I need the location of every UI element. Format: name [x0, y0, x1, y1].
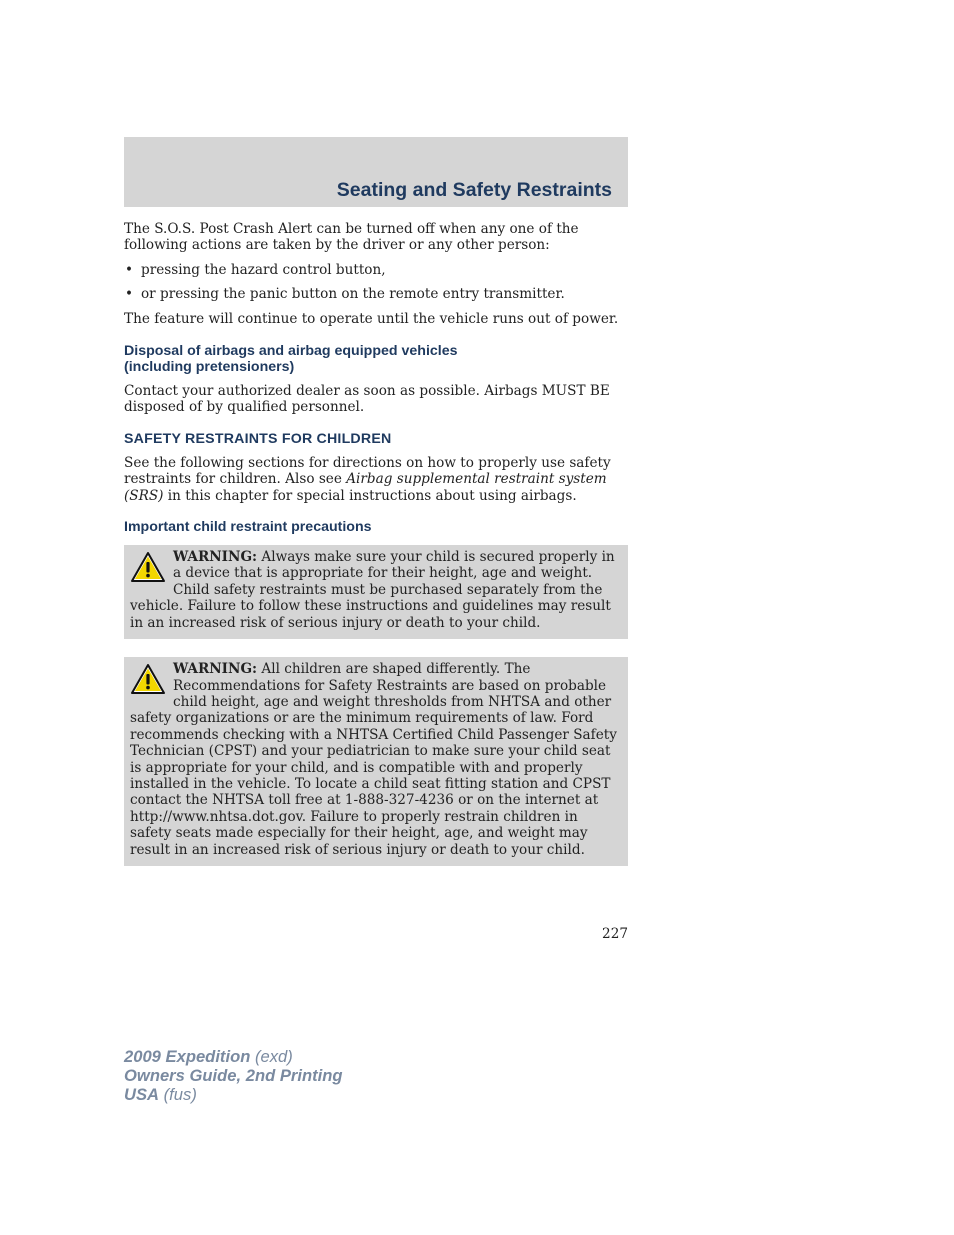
bullet-text: or pressing the panic button on the remote entry transmitter.	[141, 286, 565, 303]
bullet-icon: •	[125, 261, 134, 278]
section-title: Seating and Safety Restraints	[336, 179, 612, 201]
warning-triangle-icon	[130, 551, 166, 583]
warning-box	[124, 545, 628, 639]
precautions-heading: Important child restraint precautions	[124, 519, 372, 536]
disposal-body: Contact your authorized dealer as soon as possible. Airbags MUST BE disposed of by qualified personnel.	[124, 383, 610, 416]
children-heading: SAFETY RESTRAINTS FOR CHILDREN	[124, 430, 392, 447]
section-header-band	[124, 137, 628, 207]
warning-text: Always make sure your child is secured properly in a device that is appropriate for their height, age and weight. Child safety restraints must be purchased separately from the vehicle. Failure to follow these instructions and guidelines may result in an increased risk of serious injury or death to your child.	[130, 549, 615, 631]
page-number: 227	[602, 926, 628, 942]
footer-line: Owners Guide, 2nd Printing	[124, 1066, 343, 1085]
warning-label: WARNING:	[173, 549, 258, 566]
bullet-text: pressing the hazard control button,	[141, 261, 386, 278]
disposal-heading: Disposal of airbags and airbag equipped vehicles (including pretensioners)	[124, 343, 458, 376]
bullet-icon: •	[125, 286, 134, 303]
page-content	[124, 221, 628, 866]
list-item	[124, 286, 628, 302]
intro-closing: The feature will continue to operate until the vehicle runs out of power.	[124, 310, 619, 327]
footer-line: USA (fus)	[124, 1085, 197, 1104]
list-item	[124, 262, 628, 278]
document-footer	[124, 1047, 343, 1104]
warning-triangle-icon	[130, 663, 166, 695]
intro-paragraph: The S.O.S. Post Crash Alert can be turned off when any one of the following actions are taken by the driver or any other person:	[124, 221, 579, 254]
warning-text: All children are shaped differently. The Recommendations for Safety Restraints are based on probable child height, age and weight thresholds from NHTSA and other safety organizations or are the minimum requirements of law. Ford recommends checking with a NHTSA Certified Child Passenger Safety Technician (CPST) and your pediatrician to make sure your child seat is appropriate for your child, and is compatible with and properly installed in the vehicle. To locate a child seat fitting station and CPST contact the NHTSA toll free at 1-888-327-4236 or on the internet at http://www.nhtsa.dot.gov. Failure to properly restrain children in safety seats made especially for their height, age, and weight may result in an increased risk of serious injury or death to your child.	[130, 661, 617, 858]
warning-label: WARNING:	[173, 661, 258, 678]
warning-box	[124, 657, 628, 866]
footer-line: 2009 Expedition (exd)	[124, 1047, 293, 1066]
children-body: See the following sections for directions on how to properly use safety restraints for children. Also see Airbag supplemental restraint system (SRS) in this chapter for special instructions about using airbags.	[124, 454, 611, 504]
